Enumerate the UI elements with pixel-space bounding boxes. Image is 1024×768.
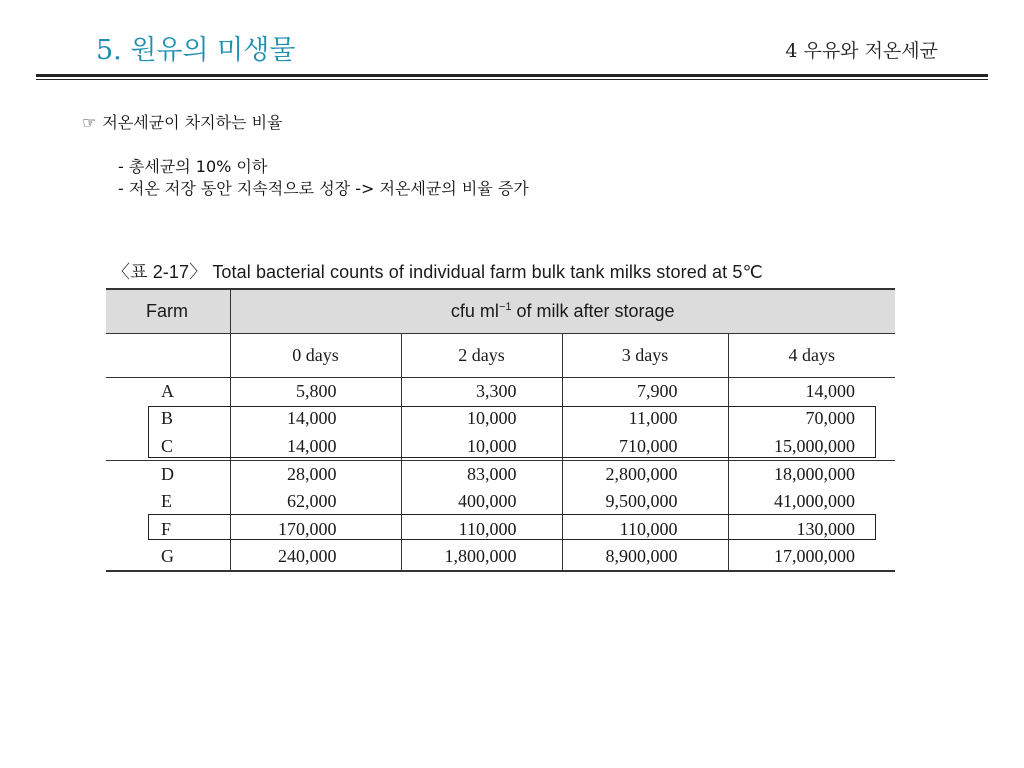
header-day-0: 0 days [230,334,401,378]
header-cfu [230,289,895,334]
value-cell: 14,000 [230,433,401,461]
header-cfu-unit: cfu ml [450,301,499,321]
sub-list [118,156,529,200]
value-cell: 2,800,000 [562,460,728,488]
table-days-row [106,334,895,378]
farm-cell: B [161,408,174,429]
value-cell: 1,800,000 [401,543,562,571]
table-row [106,378,895,406]
value-cell: 130,000 [728,515,895,542]
value-cell: 10,000 [401,433,562,461]
value-cell: 7,900 [562,378,728,406]
table-row [106,405,895,432]
table-caption: 〈표 2-17〉 Total bacterial counts of individual farm bulk tank milks stored at 5℃ [112,262,763,282]
value-cell: 710,000 [562,433,728,461]
value-cell: 9,500,000 [562,488,728,515]
farm-cell: D [106,460,230,488]
sub-item-growth: - 저온 저장 동안 지속적으로 성장 -> 저온세균의 비율 증가 [118,179,529,198]
table-row [106,488,895,515]
value-cell: 17,000,000 [728,543,895,571]
header-divider-thin [36,79,988,80]
value-cell: 240,000 [230,543,401,571]
value-cell: 11,000 [562,405,728,432]
table-row [106,515,895,542]
value-cell: 70,000 [728,405,895,432]
table-row [106,460,895,488]
slide-subtitle: 4 우유와 저온세균 [785,40,938,62]
header-day-3: 3 days [562,334,728,378]
header-day-2: 2 days [401,334,562,378]
slide-title: 5. 원유의 미생물 [96,35,296,66]
value-cell: 170,000 [230,515,401,542]
header-divider-thick [36,74,988,77]
value-cell: 62,000 [230,488,401,515]
days-empty-cell [106,334,230,378]
value-cell: 3,300 [401,378,562,406]
value-cell: 10,000 [401,405,562,432]
farm-cell: A [161,381,174,402]
value-cell: 41,000,000 [728,488,895,515]
sub-item-total-bacteria: - 총세균의 10% 이하 [118,157,268,176]
farm-cell: G [106,543,230,571]
value-cell: 18,000,000 [728,460,895,488]
value-cell: 5,800 [230,378,401,406]
value-cell: 14,000 [728,378,895,406]
header-day-4: 4 days [728,334,895,378]
bacteria-count-table [106,288,895,572]
table-row [106,433,895,461]
value-cell: 110,000 [562,515,728,542]
farm-cell: E [161,491,172,512]
value-cell: 83,000 [401,460,562,488]
header-cfu-exponent: −1 [498,301,512,313]
value-cell: 110,000 [401,515,562,542]
farm-cell: C [161,435,174,456]
header-farm: Farm [106,289,230,334]
bullet-heading [82,110,283,133]
farm-cell: F [161,518,172,539]
value-cell: 400,000 [401,488,562,515]
bullet-text: 저온세균이 차지하는 비율 [102,113,283,132]
value-cell: 15,000,000 [728,433,895,461]
table-header-row [106,289,895,334]
value-cell: 8,900,000 [562,543,728,571]
value-cell: 28,000 [230,460,401,488]
table-row [106,543,895,571]
value-cell: 14,000 [230,405,401,432]
header-cfu-text: of milk after storage [511,301,675,321]
pointing-hand-icon: ☞ [82,113,97,132]
